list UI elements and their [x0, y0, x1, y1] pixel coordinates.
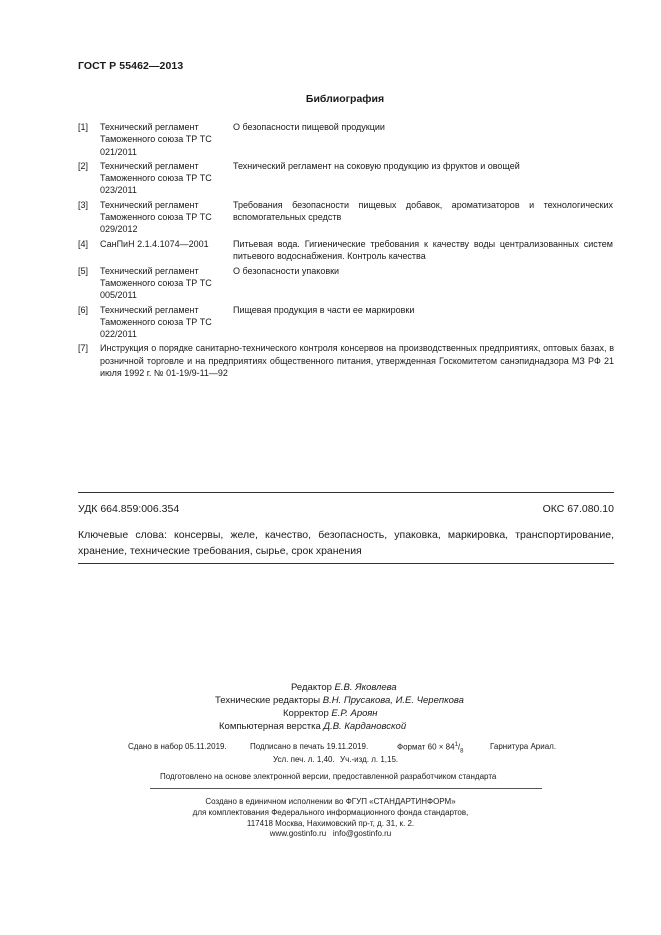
corrector-label: Корректор: [283, 708, 329, 719]
editor-label: Редактор: [291, 682, 332, 693]
corrector-name: Е.Р. Ароян: [331, 708, 378, 719]
format-prefix: Формат 60 × 84: [397, 742, 455, 752]
reference-title: Пищевая продукция в части ее маркировки: [233, 304, 415, 315]
reference-document: Технический регламент Таможенного союза ТР ТС 021/2011: [100, 122, 212, 157]
reference-number: [2]: [78, 160, 89, 171]
reference-title: Питьевая вода. Гигиенические требования к качеству воды централизованных систем питьевого водоснабжения. Контроль качества: [233, 238, 613, 261]
standard-code: ГОСТ Р 55462—2013: [78, 60, 184, 72]
tech-editors-label: Технические редакторы: [215, 695, 321, 706]
format-numerator: 1: [454, 742, 458, 748]
reference-document: Технический регламент Таможенного союза ТР ТС 005/2011: [100, 265, 212, 301]
udk-code: УДК 664.859:006.354: [78, 503, 180, 515]
footer-line-2: для комплектования Федерального информационного фонда стандартов,: [192, 807, 469, 817]
divider-top: [78, 492, 614, 493]
oks-code: ОКС 67.080.10: [542, 503, 614, 515]
reference-title: Технический регламент на соковую продукцию из фруктов и овощей: [233, 160, 520, 171]
corrector-line: [283, 707, 378, 720]
reference-document: СанПиН 2.1.4.1074—2001: [100, 238, 209, 249]
reference-text: Инструкция о порядке санитарно-технического контроля консервов на производственных предприятиях, оптовых базах, в розничной торговле и на предприятиях общественного питания, утвержденная Госкомитетом санэпиднадзора МЗ РФ 21 июля 1992 г. № 01-19/9-11—92: [100, 343, 614, 379]
reference-2: [78, 160, 618, 197]
reference-5: [78, 265, 618, 302]
publishing-sheets: Уч.-изд. л. 1,15.: [340, 755, 399, 764]
reference-document: Технический регламент Таможенного союза ТР ТС 023/2011: [100, 160, 212, 196]
bibliography-title: Библиография: [305, 93, 385, 105]
typeset-date: Сдано в набор 05.11.2019.: [128, 742, 227, 751]
reference-title: О безопасности упаковки: [233, 265, 340, 276]
divider-publication: [150, 788, 542, 789]
reference-title: Требования безопасности пищевых добавок, ароматизаторов и технологических вспомогательных средств: [233, 199, 613, 223]
reference-3: [78, 199, 618, 236]
website-link[interactable]: www.gostinfo.ru: [269, 829, 327, 839]
reference-6: [78, 304, 618, 341]
tech-editors-line: [215, 694, 464, 707]
print-sheets: Усл. печ. л. 1,40.: [273, 755, 335, 764]
typeface: Гарнитура Ариал.: [490, 742, 557, 751]
bibliography-list: [78, 121, 618, 381]
format-denominator: 8: [460, 748, 464, 755]
reference-4: [78, 238, 618, 263]
print-format: Формат $60 \times 84^1/_8$: [397, 742, 464, 755]
footer-line-3: 117418 Москва, Нахимовский пр-т, д. 31, к. 2.: [246, 818, 415, 828]
reference-number: [7]: [78, 343, 89, 354]
prepared-note: Подготовлено на основе электронной версии, предоставленной разработчиком стандарта: [160, 772, 497, 781]
reference-document: Технический регламент Таможенного союза ТР ТС 029/2012: [100, 199, 212, 235]
tech-editors-names: В.Н. Прусакова, И.Е. Черепкова: [322, 695, 464, 706]
reference-number: [6]: [78, 304, 89, 315]
reference-number: [4]: [78, 238, 89, 249]
layout-line: [219, 720, 406, 733]
signed-date: Подписано в печать 19.11.2019.: [250, 742, 369, 751]
layout-label: Компьютерная верстка: [219, 721, 321, 732]
editor-name: Е.В. Яковлева: [334, 682, 397, 693]
footer-contacts: [0, 829, 661, 840]
editor-line: [291, 681, 397, 694]
reference-document: Технический регламент Таможенного союза ТР ТС 022/2011: [100, 304, 212, 340]
keywords: Ключевые слова: консервы, желе, качество, безопасность, упаковка, маркировка, транспортирование, хранение, технические требования, сырье, срок хранения: [78, 529, 614, 557]
layout-name: Д.В. Кардановской: [323, 721, 407, 732]
divider-bottom: [78, 563, 614, 564]
reference-number: [5]: [78, 265, 89, 276]
email-link[interactable]: info@gostinfo.ru: [332, 829, 392, 839]
reference-title: О безопасности пищевой продукции: [233, 122, 385, 132]
reference-1: [78, 121, 618, 158]
reference-number: [3]: [78, 199, 89, 210]
reference-number: [1]: [78, 122, 89, 132]
reference-7: [78, 342, 618, 379]
footer-line-1: Создано в единичном исполнении во ФГУП «СТАНДАРТИНФОРМ»: [205, 797, 456, 806]
publisher-footer: [0, 797, 661, 840]
